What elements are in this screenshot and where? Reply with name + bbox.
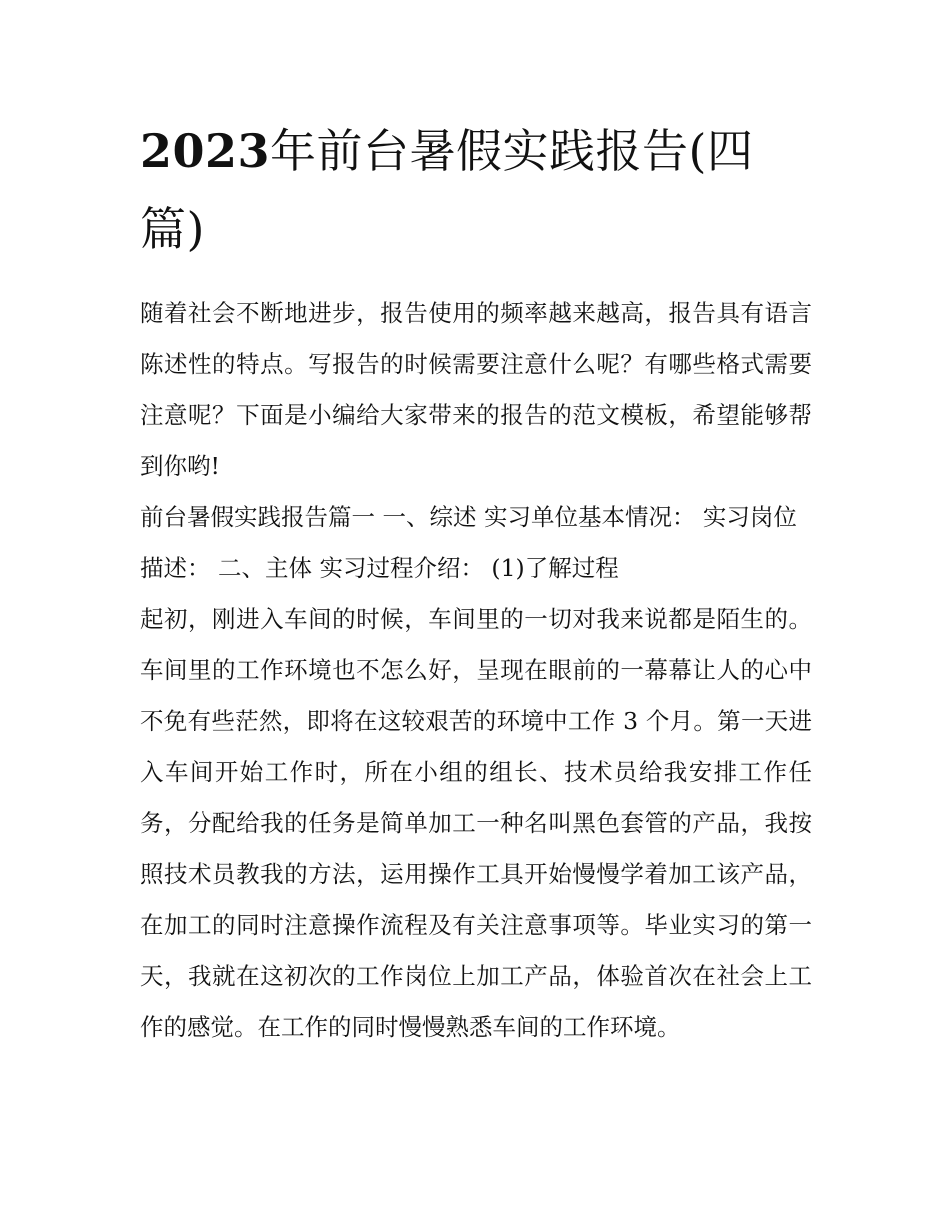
body-paragraph: 起初，刚进入车间的时候，车间里的一切对我来说都是陌生的。车间里的工作环境也不怎么好，呈现在眼前的一幕幕让人的心中不免有些茫然，即将在这较艰苦的环境中工作 3 个月。第一天进入车间开始工作时，所在小组的组长、技术员给我安排工作任务，分配给我的任务是简单加工一种名叫黑色套管的产品，我按照技术员教我的方法，运用操作工具开始慢慢学着加工该产品，在加工的同时注意操作流程及有关注意事项等。毕业实习的第一天，我就在这初次的工作岗位上加工产品，体验首次在社会上工作的感觉。在工作的同时慢慢熟悉车间的工作环境。 (140, 605, 812, 1041)
document-page (140, 112, 812, 1053)
section-header-paragraph: 前台暑假实践报告篇一 一、综述 实习单位基本情况： 实习岗位描述： 二、主体 实习过程介绍： (1)了解过程 (140, 503, 797, 582)
title-text: 年前台暑假实践报告(四篇) (140, 124, 754, 256)
title-year: 2023 (140, 124, 271, 178)
intro-paragraph: 随着社会不断地进步，报告使用的频率越来越高，报告具有语言陈述性的特点。写报告的时候需要注意什么呢？有哪些格式需要注意呢？下面是小编给大家带来的报告的范文模板，希望能够帮到你哟! (140, 299, 812, 480)
document-title (140, 112, 812, 268)
